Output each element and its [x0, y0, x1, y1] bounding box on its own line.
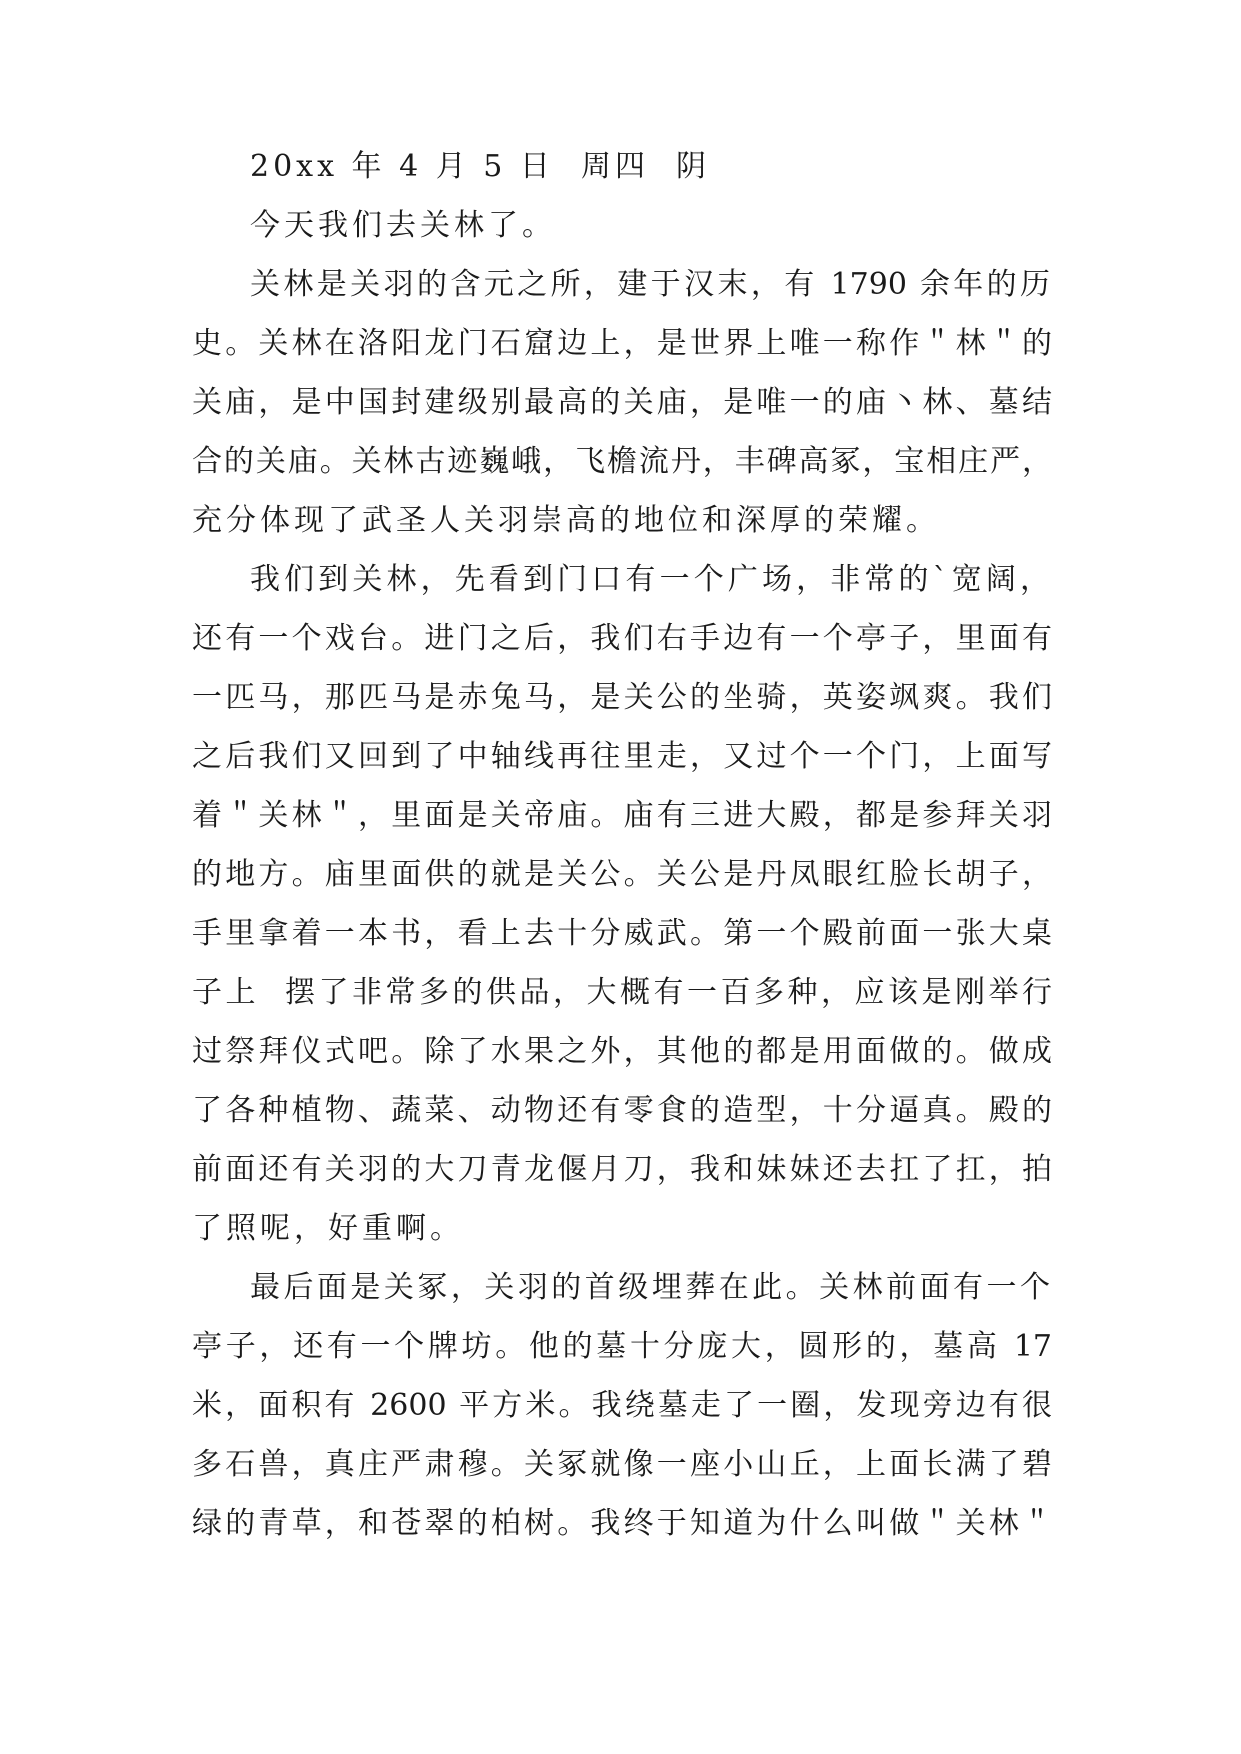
- paragraph-2-line-12: 了照呢，好重啊。: [192, 1211, 464, 1246]
- date-line: 20xx 年 4 月 5 日 周四 阴: [250, 149, 711, 184]
- paragraph-2-line-10: 了各种植物、蔬菜、动物还有零食的造型，十分逼真。殿的: [192, 1093, 1052, 1128]
- paragraph-2-line-1: 我们到关林，先看到门口有一个广场，非常的`宽阔，: [250, 562, 1050, 597]
- paragraph-3-line-5: 绿的青草，和苍翠的柏树。我终于知道为什么叫做＂关林＂: [192, 1506, 1052, 1541]
- paragraph-1-line-2: 史。关林在洛阳龙门石窟边上，是世界上唯一称作＂林＂的: [192, 326, 1052, 361]
- paragraph-1-line-4: 合的关庙。关林古迹巍峨，飞檐流丹，丰碑高冢，宝相庄严，: [192, 444, 1052, 479]
- paragraph-1-line-5: 充分体现了武圣人关羽崇高的地位和深厚的荣耀。: [192, 503, 940, 538]
- paragraph-2-line-11: 前面还有关羽的大刀青龙偃月刀，我和妹妹还去扛了扛，拍: [192, 1152, 1052, 1187]
- paragraph-2-line-2: 还有一个戏台。进门之后，我们右手边有一个亭子，里面有: [192, 621, 1052, 656]
- paragraph-2-line-6: 的地方。庙里面供的就是关公。关公是丹凤眼红脸长胡子，: [192, 857, 1052, 892]
- intro-line: 今天我们去关林了。: [250, 208, 556, 243]
- paragraph-2-line-4: 之后我们又回到了中轴线再往里走，又过个一个门，上面写: [192, 739, 1052, 774]
- paragraph-2-line-7: 手里拿着一本书，看上去十分威武。第一个殿前面一张大桌: [192, 916, 1052, 951]
- paragraph-2-line-5: 着＂关林＂，里面是关帝庙。庙有三进大殿，都是参拜关羽: [192, 798, 1052, 833]
- paragraph-3-line-3: 米，面积有 2600 平方米。我绕墓走了一圈，发现旁边有很: [192, 1388, 1052, 1423]
- paragraph-2-line-8: 子上 摆了非常多的供品，大概有一百多种，应该是刚举行: [192, 975, 1052, 1010]
- paragraph-3-line-4: 多石兽，真庄严肃穆。关冢就像一座小山丘，上面长满了碧: [192, 1447, 1052, 1482]
- paragraph-3-line-2: 亭子，还有一个牌坊。他的墓十分庞大，圆形的，墓高 17: [192, 1329, 1052, 1364]
- paragraph-1-line-3: 关庙，是中国封建级别最高的关庙，是唯一的庙丶林、墓结: [192, 385, 1052, 420]
- paragraph-3-line-1: 最后面是关冢，关羽的首级埋葬在此。关林前面有一个: [250, 1270, 1050, 1305]
- paragraph-2-line-3: 一匹马，那匹马是赤兔马，是关公的坐骑，英姿飒爽。我们: [192, 680, 1052, 715]
- paragraph-1-line-1: 关林是关羽的含元之所，建于汉末，有 1790 余年的历: [250, 267, 1050, 302]
- paragraph-2-line-9: 过祭拜仪式吧。除了水果之外，其他的都是用面做的。做成: [192, 1034, 1052, 1069]
